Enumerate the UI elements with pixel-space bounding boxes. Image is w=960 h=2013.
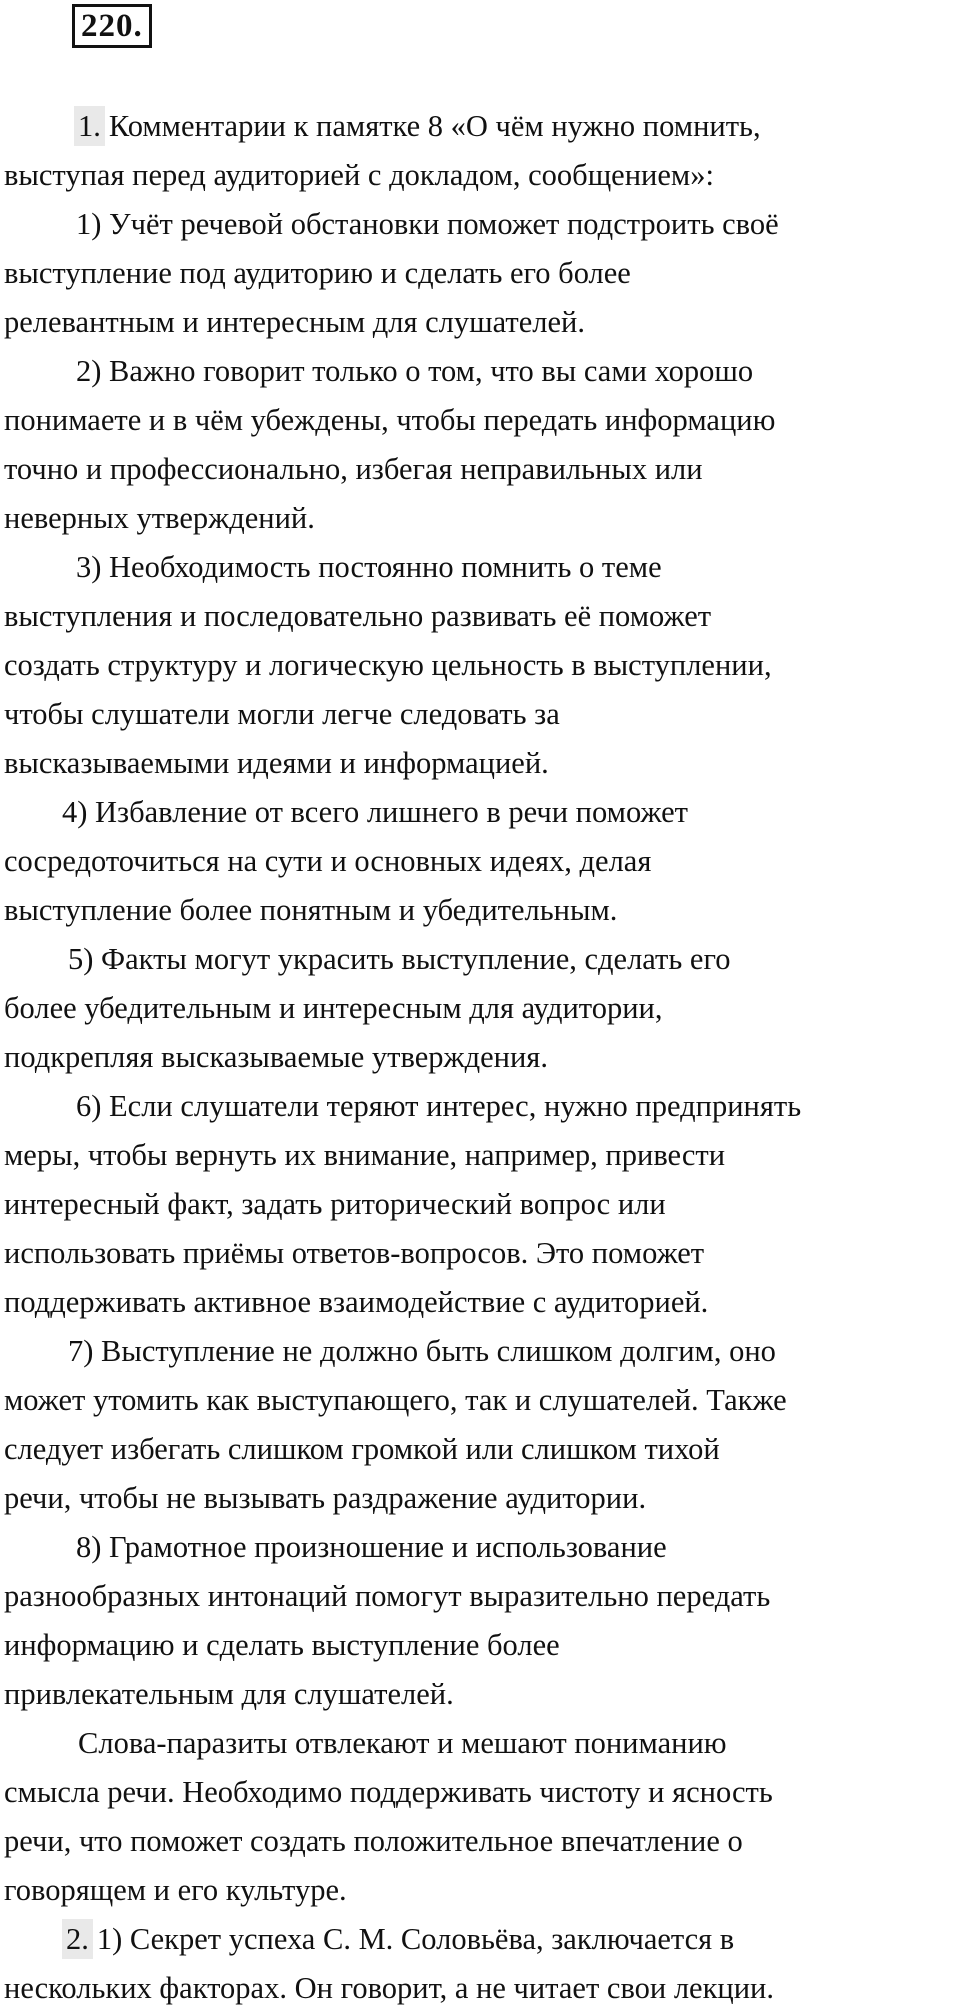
- text-line: говорящем и его культуре.: [4, 1873, 347, 1907]
- text-line: выступление под аудиторию и сделать его более: [4, 256, 631, 290]
- text-line: 5) Факты могут украсить выступление, сделать его: [68, 942, 731, 976]
- text-line: может утомить как выступающего, так и слушателей. Также: [4, 1383, 787, 1417]
- text-line: речи, чтобы не вызывать раздражение аудитории.: [4, 1481, 647, 1515]
- text-line: 3) Необходимость постоянно помнить о теме: [76, 550, 662, 584]
- text-line: высказываемыми идеями и информацией.: [4, 746, 549, 780]
- text-line: 8) Грамотное произношение и использование: [76, 1530, 667, 1564]
- answer-text: [4, 102, 960, 2013]
- text-line: релевантным и интересным для слушателей.: [4, 305, 585, 339]
- text-line: подкрепляя высказываемые утверждения.: [4, 1040, 548, 1074]
- text-line: нескольких факторах. Он говорит, а не читает свои лекции.: [4, 1971, 775, 2005]
- text-line: смысла речи. Необходимо поддерживать чистоту и ясность: [4, 1775, 773, 1809]
- text-line: [4, 102, 960, 151]
- text-line: 6) Если слушатели теряют интерес, нужно предпринять: [76, 1089, 802, 1123]
- text-line: разнообразных интонаций помогут выразительно передать: [4, 1579, 771, 1613]
- text-line: использовать приёмы ответов-вопросов. Это поможет: [4, 1236, 705, 1270]
- line-text: Комментарии к памятке 8 «О чём нужно помнить,: [108, 109, 761, 143]
- text-line: речи, что поможет создать положительное впечатление о: [4, 1824, 743, 1858]
- text-line: сосредоточиться на сути и основных идеях, делая: [4, 844, 652, 878]
- text-line: выступление более понятным и убедительным.: [4, 893, 618, 927]
- text-line: создать структуру и логическую цельность в выступлении,: [4, 648, 772, 682]
- text-line: точно и профессионально, избегая неправильных или: [4, 452, 703, 486]
- text-line: привлекательным для слушателей.: [4, 1677, 454, 1711]
- text-line: следует избегать слишком громкой или слишком тихой: [4, 1432, 720, 1466]
- text-line: понимаете и в чём убеждены, чтобы передать информацию: [4, 403, 776, 437]
- task-number: 220.: [72, 4, 152, 48]
- text-line: выступая перед аудиторией с докладом, сообщением»:: [4, 158, 714, 192]
- text-line: 4) Избавление от всего лишнего в речи поможет: [62, 795, 688, 829]
- text-line: 1) Учёт речевой обстановки поможет подстроить своё: [76, 207, 779, 241]
- point-number-badge: 1.: [74, 106, 105, 146]
- point-number-badge: 2.: [62, 1919, 93, 1959]
- text-line: чтобы слушатели могли легче следовать за: [4, 697, 560, 731]
- text-line: интересный факт, задать риторический вопрос или: [4, 1187, 666, 1221]
- text-line: неверных утверждений.: [4, 501, 315, 535]
- text-line: более убедительным и интересным для аудитории,: [4, 991, 663, 1025]
- text-line: меры, чтобы вернуть их внимание, например, привести: [4, 1138, 726, 1172]
- text-line: Слова-паразиты отвлекают и мешают пониманию: [78, 1726, 727, 1760]
- text-line: информацию и сделать выступление более: [4, 1628, 560, 1662]
- text-line: поддерживать активное взаимодействие с аудиторией.: [4, 1285, 709, 1319]
- text-line: выступления и последовательно развивать её поможет: [4, 599, 712, 633]
- text-line: [4, 1915, 960, 1964]
- line-text: 1) Секрет успеха С. М. Соловьёва, заключается в: [96, 1922, 735, 1956]
- text-line: 2) Важно говорит только о том, что вы сами хорошо: [76, 354, 754, 388]
- text-line: 7) Выступление не должно быть слишком долгим, оно: [68, 1334, 776, 1368]
